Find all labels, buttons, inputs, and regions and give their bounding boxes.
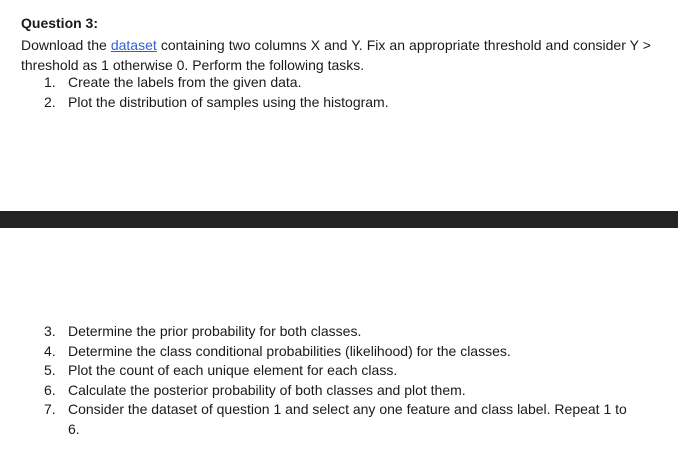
question-intro bbox=[21, 35, 651, 75]
task-number: 6. bbox=[44, 381, 56, 398]
task-number: 4. bbox=[44, 342, 56, 359]
task-text: Determine the class conditional probabilities (likelihood) for the classes. bbox=[68, 342, 511, 359]
task-item bbox=[0, 342, 632, 362]
task-list-top bbox=[0, 73, 632, 112]
task-list-bottom bbox=[0, 322, 632, 439]
task-text: Consider the dataset of question 1 and select any one feature and class label. Repeat 1 to 6. bbox=[68, 401, 627, 437]
task-text: Determine the prior probability for both classes. bbox=[68, 323, 362, 339]
task-text: Plot the count of each unique element for each class. bbox=[68, 362, 398, 378]
task-number: 1. bbox=[44, 74, 56, 90]
task-item bbox=[0, 93, 632, 113]
task-text: Plot the distribution of samples using the histogram. bbox=[68, 93, 389, 110]
task-number: 2. bbox=[44, 93, 56, 110]
dataset-link[interactable]: dataset bbox=[110, 37, 157, 53]
intro-text-end: containing two columns X and Y. Fix an appropriate threshold and consider Y > threshold as 1 otherwise 0. Perform the following tasks. bbox=[21, 37, 651, 73]
task-item bbox=[0, 381, 632, 401]
task-number: 5. bbox=[44, 362, 56, 378]
task-number: 3. bbox=[44, 323, 56, 339]
task-number: 7. bbox=[44, 401, 56, 417]
question-title: Question 3: bbox=[21, 15, 99, 31]
task-item bbox=[0, 322, 632, 342]
task-item bbox=[0, 361, 632, 381]
divider-bar bbox=[0, 211, 678, 228]
task-item bbox=[0, 400, 632, 439]
task-text: Calculate the posterior probability of both classes and plot them. bbox=[68, 381, 466, 398]
task-text: Create the labels from the given data. bbox=[68, 74, 302, 90]
intro-text-start: Download the bbox=[21, 37, 111, 53]
task-item bbox=[0, 73, 632, 93]
